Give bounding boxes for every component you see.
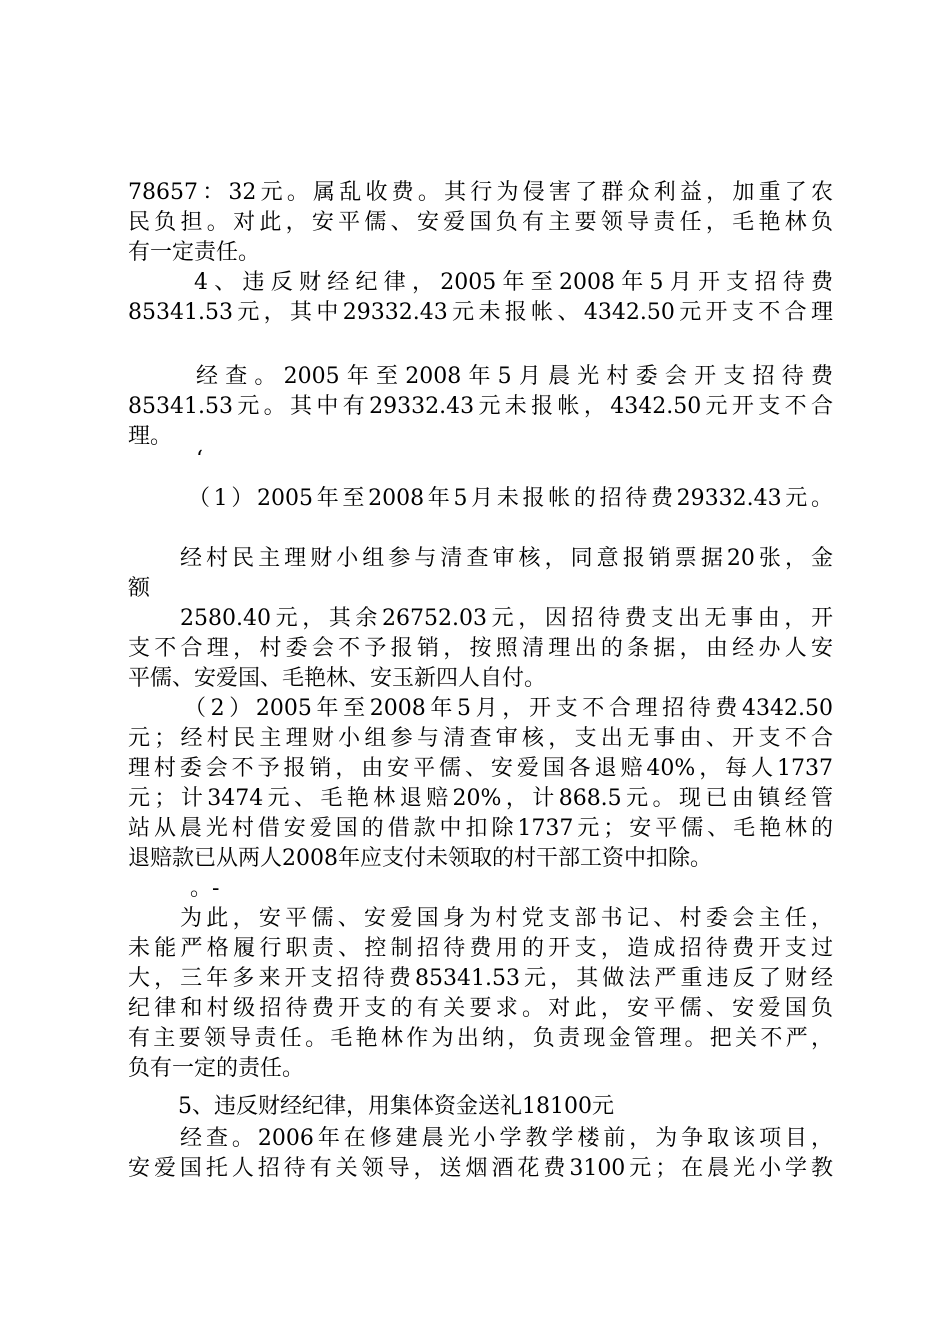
stray-mark: 。- bbox=[190, 876, 220, 901]
text-line: 理。 bbox=[128, 424, 173, 449]
text-line: 大，三年多来开支招待费85341.53元，其做法严重违反了财经 bbox=[128, 966, 833, 991]
text-line: 纪律和村级招待费开支的有关要求。对此，安平儒、安爱国负 bbox=[128, 996, 833, 1021]
text-line: 经查。2005年至2008年5月晨光村委会开支招待费 bbox=[196, 364, 833, 389]
text-line: 元；经村民主理财小组参与清查审核，支出无事由、开支不合 bbox=[128, 726, 833, 751]
text-line: 经村民主理财小组参与清查审核，同意报销票据20张，金 bbox=[180, 546, 833, 571]
sub-heading: （1）2005年至2008年5月未报帐的招待费29332.43元。 bbox=[188, 486, 833, 511]
text-line: 元；计3474元、毛艳林退赔20%，计868.5元。现已由镇经管 bbox=[128, 786, 833, 811]
section-heading: 4、违反财经纪律，2005年至2008年5月开支招待费 bbox=[194, 270, 833, 295]
text-line: 负有一定的责任。 bbox=[128, 1056, 305, 1081]
text-line: 有一定责任。 bbox=[128, 240, 261, 265]
text-line: 78657：32元。属乱收费。其行为侵害了群众利益，加重了农 bbox=[128, 180, 833, 205]
text-line: 理村委会不予报销，由安平儒、安爱国各退赔40%，每人1737 bbox=[128, 756, 833, 781]
section-heading: 5、违反财经纪律，用集体资金送礼18100元 bbox=[178, 1094, 614, 1119]
text-line: 85341.53元。其中有29332.43元未报帐，4342.50元开支不合 bbox=[128, 394, 833, 419]
sub-heading: （2）2005年至2008年5月，开支不合理招待费4342.50 bbox=[184, 696, 833, 721]
text-line: 2580.40元，其余26752.03元，因招待费支出无事由，开 bbox=[180, 606, 833, 631]
text-line: 85341.53元，其中29332.43元未报帐、4342.50元开支不合理 bbox=[128, 300, 833, 325]
text-line: 站从晨光村借安爱国的借款中扣除1737元；安平儒、毛艳林的 bbox=[128, 816, 833, 841]
text-line: 安爱国托人招待有关领导，送烟酒花费3100元；在晨光小学教 bbox=[128, 1156, 833, 1181]
text-line: 支不合理，村委会不予报销，按照清理出的条据，由经办人安 bbox=[128, 636, 833, 661]
text-line: 为此，安平儒、安爱国身为村党支部书记、村委会主任， bbox=[180, 906, 833, 931]
text-line: 未能严格履行职责、控制招待费用的开支，造成招待费开支过 bbox=[128, 936, 833, 961]
text-line: 退赔款已从两人2008年应支付未领取的村干部工资中扣除。 bbox=[128, 846, 712, 871]
stray-mark: ‘ bbox=[196, 447, 203, 472]
text-line: 民负担。对此，安平儒、安爱国负有主要领导责任，毛艳林负 bbox=[128, 210, 833, 235]
text-line: 经查。2006年在修建晨光小学教学楼前，为争取该项目， bbox=[180, 1126, 833, 1151]
text-line: 有主要领导责任。毛艳林作为出纳，负责现金管理。把关不严， bbox=[128, 1026, 833, 1051]
text-line: 额 bbox=[128, 576, 151, 601]
text-line: 平儒、安爱国、毛艳林、安玉新四人自付。 bbox=[128, 666, 547, 691]
